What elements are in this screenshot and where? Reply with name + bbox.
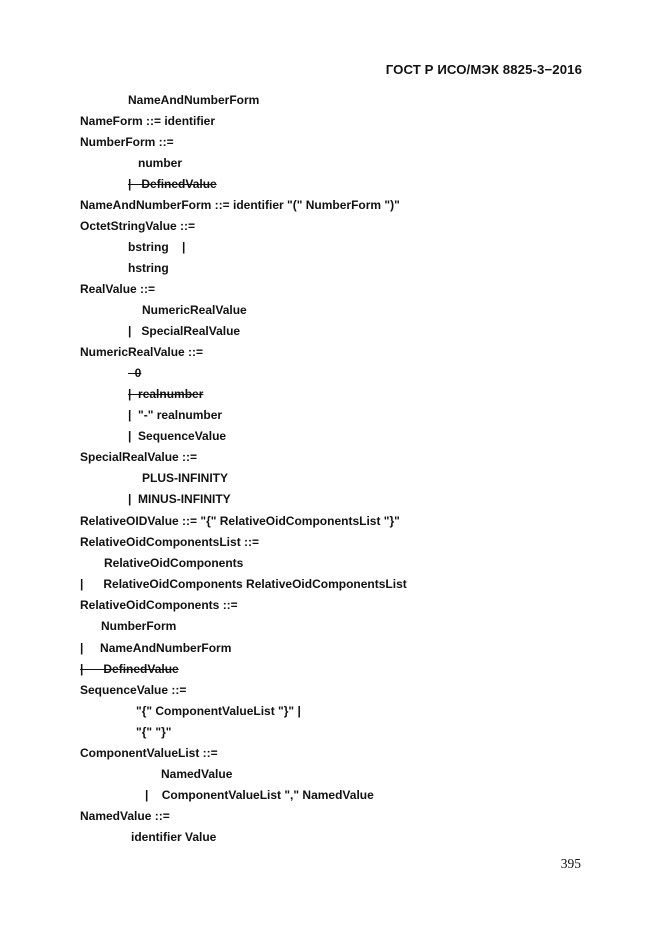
text-line: | "-" realnumber bbox=[128, 408, 223, 422]
text-line: RelativeOIDValue ::= "{" RelativeOidComponentsList "}" bbox=[80, 514, 400, 528]
text-line: NumberForm ::= bbox=[80, 135, 174, 149]
text-line: "{" "}" bbox=[136, 725, 172, 739]
text-line: NumericRealValue bbox=[142, 303, 247, 317]
text-line: SpecialRealValue ::= bbox=[80, 450, 198, 464]
text-line: | ComponentValueList "," NamedValue bbox=[145, 788, 374, 802]
text-line: NameAndNumberForm bbox=[128, 93, 260, 107]
text-line: SequenceValue ::= bbox=[80, 683, 187, 697]
text-line: "{" ComponentValueList "}" | bbox=[136, 704, 301, 718]
text-line: NamedValue bbox=[161, 767, 233, 781]
text-line: ComponentValueList ::= bbox=[80, 746, 218, 760]
text-line: NamedValue ::= bbox=[80, 809, 170, 823]
text-line: | SequenceValue bbox=[128, 429, 227, 443]
text-line: | NameAndNumberForm bbox=[80, 641, 232, 655]
text-line: RelativeOidComponents ::= bbox=[80, 598, 238, 612]
text-line: | MINUS-INFINITY bbox=[128, 492, 231, 506]
text-line: PLUS-INFINITY bbox=[142, 471, 228, 485]
text-line: NumberForm bbox=[101, 619, 177, 633]
text-line: NameAndNumberForm ::= identifier "(" NumberForm ")" bbox=[80, 198, 400, 212]
text-line: bstring | bbox=[128, 240, 186, 254]
text-line-struck: 0 bbox=[128, 366, 142, 380]
text-line: OctetStringValue ::= bbox=[80, 219, 196, 233]
text-line: RelativeOidComponents bbox=[104, 556, 244, 570]
text-line: number bbox=[138, 156, 183, 170]
text-line: NumericRealValue ::= bbox=[80, 345, 204, 359]
text-line-struck: | DefinedValue bbox=[128, 177, 217, 191]
text-line: hstring bbox=[128, 261, 169, 275]
text-line: RealValue ::= bbox=[80, 282, 156, 296]
document-header: ГОСТ Р ИСО/МЭК 8825-3−2016 bbox=[385, 62, 582, 77]
text-line: NameForm ::= identifier bbox=[80, 114, 216, 128]
text-line: | SpecialRealValue bbox=[128, 324, 241, 338]
text-line: RelativeOidComponentsList ::= bbox=[80, 535, 260, 549]
text-line: | RelativeOidComponents RelativeOidComponentsList bbox=[80, 577, 407, 591]
text-line-struck: | DefinedValue bbox=[80, 662, 179, 676]
text-line-struck: | realnumber bbox=[128, 387, 204, 401]
page-number: 395 bbox=[560, 856, 581, 871]
text-line: identifier Value bbox=[131, 830, 217, 844]
